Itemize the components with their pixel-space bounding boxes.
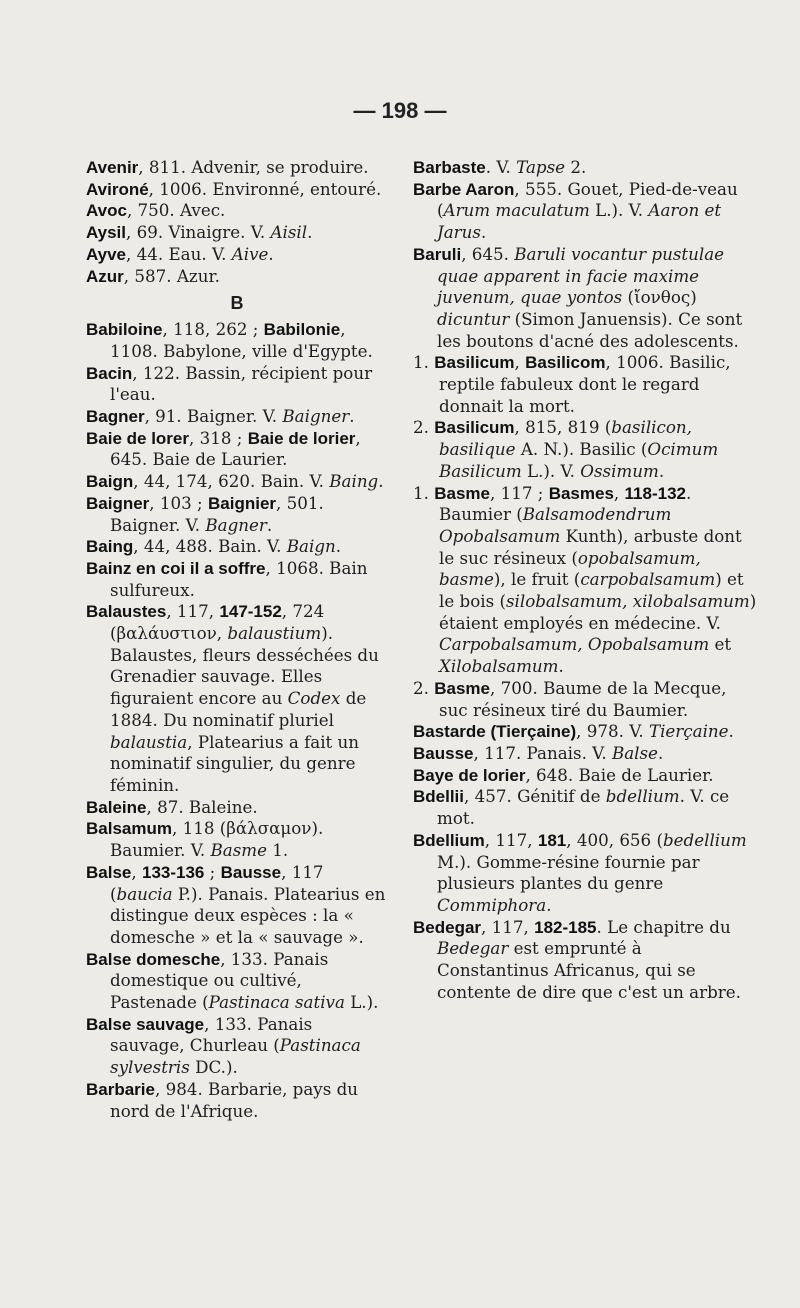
left-column: [86, 157, 388, 1122]
entry-bacin: Bacin, 122. Bassin, récipient pour l'eau.: [86, 362, 373, 405]
entry-barbe-aaron: Barbe Aaron, 555. Gouet, Pied-de-veau (Arum maculatum L.). V. Aaron et Jarus.: [413, 178, 738, 243]
entry-balaustes: Balaustes, 117, 147-152, 724 (βαλάυστιον, balaustium). Balaustes, fleurs desséchées du Grenadier sauvage. Elles figuraient encore au Codex de 1884. Du nominatif pluriel balaustia, Platearius a fait un nominatif singulier, du genre féminin.: [86, 601, 379, 795]
entry-baigner: Baigner, 103 ; Baignier, 501. Baigner. V. Bagner.: [86, 492, 324, 535]
entry-bastarde: Bastarde (Tierçaine), 978. V. Tierçaine.: [413, 721, 734, 742]
entry-basilicum-2: 2. Basilicum, 815, 819 (basilicon, basilique A. N.). Basilic (Ocimum Basilicum L.). V. Ossimum.: [413, 417, 719, 481]
entry-basilicum-1: 1. Basilicum, Basilicom, 1006. Basilic, reptile fabuleux dont le regard donnait la mort.: [413, 352, 731, 416]
entry-basme-2: 2. Basme, 700. Baume de la Mecque, suc résineux tiré du Baumier.: [413, 677, 727, 720]
entry-ayve: Ayve, 44. Eau. V. Aive.: [86, 243, 274, 264]
entry-bdellium: Bdellium, 117, 181, 400, 656 (bedellium M.). Gomme-résine fournie par plusieurs plantes du genre Commiphora.: [413, 829, 747, 915]
section-letter-b: B: [230, 293, 244, 314]
entry-azur: Azur, 587. Azur.: [86, 265, 220, 286]
entry-bausse: Bausse, 117. Panais. V. Balse.: [413, 742, 664, 763]
entry-baye-de-lorier: Baye de lorier, 648. Baie de Laurier.: [413, 764, 714, 785]
entry-balse-sauvage: Balse sauvage, 133. Panais sauvage, Churleau (Pastinaca sylvestris DC.).: [86, 1013, 361, 1078]
entry-aysil: Aysil, 69. Vinaigre. V. Aisil.: [86, 222, 313, 243]
entry-baie-de-lorer: Baie de lorer, 318 ; Baie de lorier, 645. Baie de Laurier.: [86, 427, 361, 470]
entry-avirone: Avironé, 1006. Environné, entouré.: [86, 178, 382, 199]
entry-basme-1: 1. Basme, 117 ; Basmes, 118-132. Baumier (Balsamodendrum Opobalsamum Kunth), arbuste dont le suc résineux (opobalsamum, basme), le fruit (carpobalsamum) et le bois (silobalsamum, xilobalsamum) étaient employés en médecine. V. Carpobalsamum, Opobalsamum et Xilobalsamum.: [413, 482, 757, 677]
entry-balse: Balse, 133-136 ; Bausse, 117 (baucia P.). Panais. Platearius en distingue deux espèces : la « domesche » et la « sauvage ».: [86, 861, 386, 947]
entry-baing: Baing, 44, 488. Bain. V. Baign.: [86, 536, 342, 557]
entry-balsamum: Balsamum, 118 (βάλσαμον). Baumier. V. Basme 1.: [86, 818, 324, 861]
entry-balse-domesche: Balse domesche, 133. Panais domestique ou cultivé, Pastenade (Pastinaca sativa L.).: [86, 948, 379, 1013]
entry-baign: Baign, 44, 174, 620. Bain. V. Baing.: [86, 471, 384, 492]
entry-barbaste: Barbaste. V. Tapse 2.: [413, 157, 587, 177]
entry-avenir: Avenir, 811. Advenir, se produire.: [86, 157, 369, 177]
entry-babiloine: Babiloine, 118, 262 ; Babilonie, 1108. Babylone, ville d'Egypte.: [86, 319, 373, 361]
entry-bainz-en-coi: Bainz en coi il a soffre, 1068. Bain sulfureux.: [86, 557, 368, 600]
entry-bdellii: Bdellii, 457. Génitif de bdellium. V. ce mot.: [413, 786, 730, 829]
right-column: [413, 157, 757, 1003]
entry-bagner: Bagner, 91. Baigner. V. Baigner.: [86, 406, 355, 427]
entry-baruli: Baruli, 645. Baruli vocantur pustulae quae apparent in facie maxime juvenum, quae yontos (ἴονθος) dicuntur (Simon Januensis). Ce sont les boutons d'acné des adolescents.: [413, 243, 743, 351]
page-number: — 198 —: [353, 98, 447, 123]
entry-bedegar: Bedegar, 117, 182-185. Le chapitre du Bedegar est emprunté à Constantinus Africanus, qui se contente de dire que c'est un arbre.: [413, 916, 741, 1002]
entry-barbarie: Barbarie, 984. Barbarie, pays du nord de l'Afrique.: [86, 1078, 359, 1121]
entry-avoc: Avoc, 750. Avec.: [86, 200, 226, 221]
entry-baleine: Baleine, 87. Baleine.: [86, 796, 258, 817]
